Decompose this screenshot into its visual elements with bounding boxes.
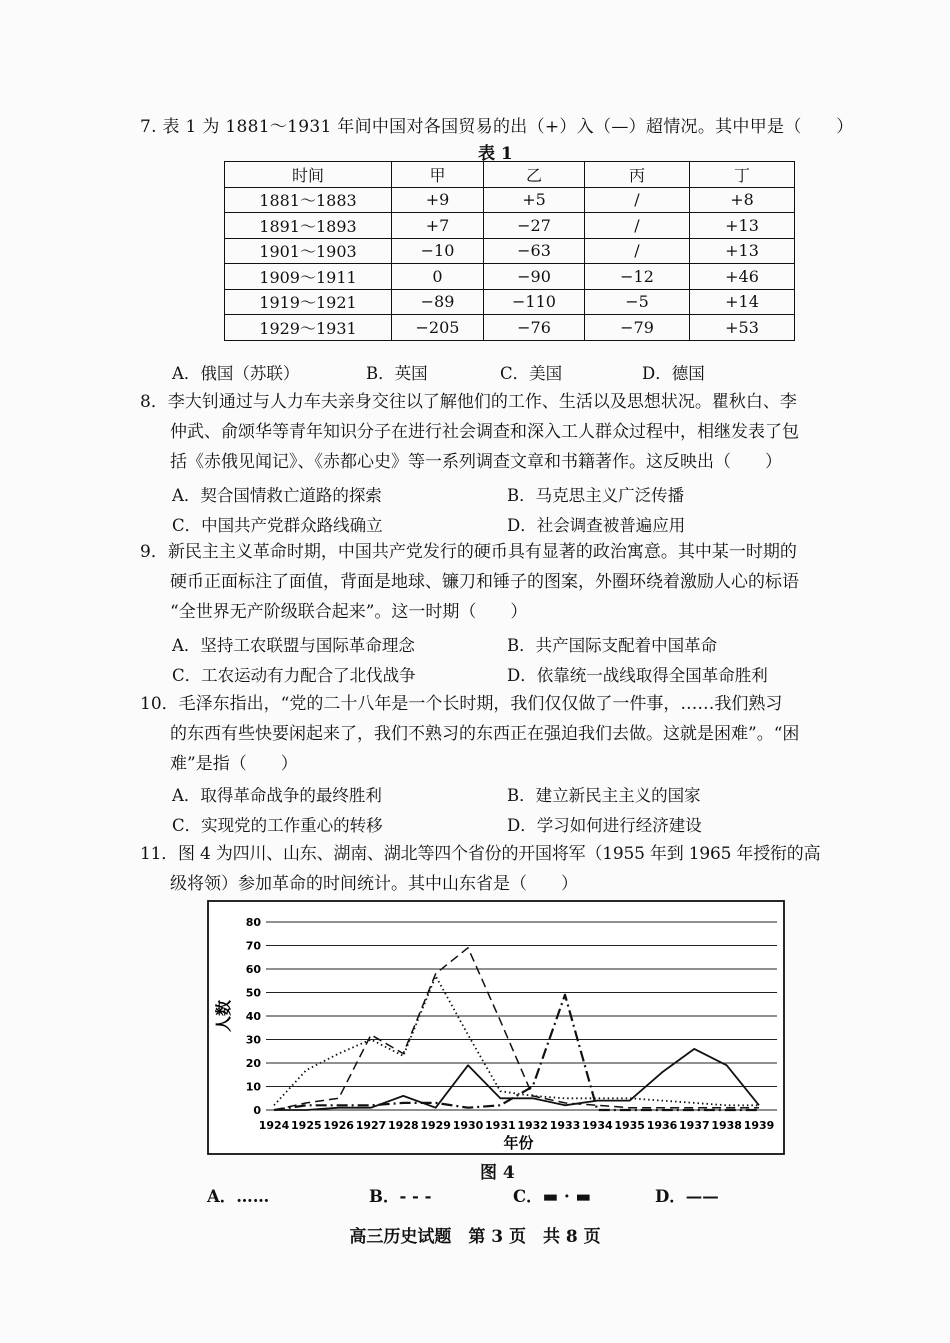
x-tick-label: 1932 xyxy=(517,1119,548,1132)
y-tick-label: 30 xyxy=(245,1033,261,1047)
table-header-cell: 乙 xyxy=(484,162,585,188)
option-d[interactable]: D．德国 xyxy=(642,364,705,383)
table-cell: −5 xyxy=(585,289,690,315)
y-tick-label: 50 xyxy=(245,986,261,1000)
y-tick-label: 20 xyxy=(245,1057,261,1070)
table-cell: 0 xyxy=(392,264,484,290)
table-header-cell: 时间 xyxy=(225,162,392,188)
table-cell: +13 xyxy=(690,238,795,264)
table-row xyxy=(225,289,795,315)
x-tick-label: 1938 xyxy=(711,1119,742,1132)
option-c[interactable]: C．中国共产党群众路线确立 xyxy=(172,516,383,535)
y-tick-label: 10 xyxy=(245,1080,261,1094)
option-d[interactable]: D．—— xyxy=(655,1187,719,1206)
x-tick-label: 1931 xyxy=(485,1119,516,1132)
x-tick-label: 1939 xyxy=(743,1119,775,1132)
option-a[interactable]: A．契合国情救亡道路的探索 xyxy=(172,486,382,505)
option-b[interactable]: B．- - - xyxy=(369,1187,432,1206)
x-tick-label: 1937 xyxy=(679,1119,710,1132)
table-row xyxy=(225,315,795,341)
table-cell: −12 xyxy=(585,264,690,290)
option-c[interactable]: C．美国 xyxy=(500,364,563,383)
table-cell: 1929～1931 xyxy=(225,315,392,341)
question-10-line: 的东西有些快要闲起来了，我们不熟习的东西正在强迫我们去做。这就是困难”。“困 xyxy=(170,724,800,744)
table-row xyxy=(225,213,795,239)
x-tick-label: 1928 xyxy=(388,1119,419,1132)
question-9 xyxy=(140,537,870,627)
table-cell: −10 xyxy=(392,238,484,264)
table-header-cell: 甲 xyxy=(392,162,484,188)
question-11-line: 11．图 4 为四川、山东、湖南、湖北等四个省份的开国将军（1955 年到 1965 年授衔的高 xyxy=(140,844,821,864)
option-b[interactable]: B．英国 xyxy=(366,364,428,383)
option-b[interactable]: B．建立新民主主义的国家 xyxy=(507,786,701,805)
question-8-line: 括《赤俄见闻记》、《赤都心史》等一系列调查文章和书籍著作。这反映出（ ） xyxy=(170,452,782,472)
option-a[interactable]: A．…… xyxy=(207,1187,270,1206)
table-header-row xyxy=(225,162,795,188)
question-10-line: 难”是指（ ） xyxy=(170,754,298,774)
table-cell: −205 xyxy=(392,315,484,341)
x-tick-label: 1927 xyxy=(355,1119,387,1132)
table-cell: / xyxy=(585,213,690,239)
table-cell: +7 xyxy=(392,213,484,239)
option-c[interactable]: C．工农运动有力配合了北伐战争 xyxy=(172,666,416,685)
table-cell: / xyxy=(585,238,690,264)
table-cell: +14 xyxy=(690,289,795,315)
table-cell: 1891～1893 xyxy=(225,213,392,239)
table-cell: +46 xyxy=(690,264,795,290)
question-8-line: 仲武、俞颂华等青年知识分子在进行社会调查和深入工人群众过程中，相继发表了包 xyxy=(170,422,799,442)
question-11 xyxy=(140,839,870,899)
y-tick-label: 0 xyxy=(253,1104,261,1117)
table-cell: 1881～1883 xyxy=(225,187,392,213)
x-tick-label: 1933 xyxy=(549,1119,581,1132)
x-tick-label: 1935 xyxy=(614,1119,645,1132)
x-tick-label: 1926 xyxy=(323,1119,354,1132)
option-a[interactable]: A．俄国（苏联） xyxy=(172,364,300,383)
table-cell: +8 xyxy=(690,187,795,213)
chart-frame xyxy=(208,901,784,1154)
option-a[interactable]: A．取得革命战争的最终胜利 xyxy=(172,786,382,805)
table-cell: −63 xyxy=(484,238,585,264)
table-cell: +9 xyxy=(392,187,484,213)
table-cell: 1901～1903 xyxy=(225,238,392,264)
table-row xyxy=(225,238,795,264)
y-axis-label: 人数 xyxy=(214,999,233,1033)
question-7-stem: 7. 表 1 为 1881～1931 年间中国对各国贸易的出（+）入（—）超情况。其中甲是（ ） xyxy=(140,117,854,137)
option-c[interactable]: C．▬ · ▬ xyxy=(513,1187,592,1206)
question-9-line: 硬币正面标注了面值，背面是地球、镰刀和锤子的图案，外圈环绕着激励人心的标语 xyxy=(170,572,799,592)
x-tick-label: 1925 xyxy=(291,1119,322,1132)
table-row xyxy=(225,264,795,290)
table-cell: +5 xyxy=(484,187,585,213)
table-cell: −79 xyxy=(585,315,690,341)
table-cell: +13 xyxy=(690,213,795,239)
option-c[interactable]: C．实现党的工作重心的转移 xyxy=(172,816,383,835)
y-tick-label: 40 xyxy=(245,1010,261,1023)
x-axis-label: 年份 xyxy=(503,1134,534,1152)
question-9-line: “全世界无产阶级联合起来”。这一时期（ ） xyxy=(170,602,528,622)
option-a[interactable]: A．坚持工农联盟与国际革命理念 xyxy=(172,636,415,655)
trade-table xyxy=(224,161,795,341)
question-7 xyxy=(140,112,870,142)
table-caption: 表 1 xyxy=(478,144,513,164)
x-tick-label: 1924 xyxy=(258,1119,290,1132)
x-tick-label: 1934 xyxy=(582,1119,613,1132)
table-cell: −76 xyxy=(484,315,585,341)
question-10 xyxy=(140,689,870,779)
question-8-line: 8．李大钊通过与人力车夫亲身交往以了解他们的工作、生活以及思想状况。瞿秋白、李 xyxy=(140,392,797,412)
table-cell: −89 xyxy=(392,289,484,315)
x-tick-label: 1929 xyxy=(420,1119,451,1132)
question-11-line: 级将领）参加革命的时间统计。其中山东省是（ ） xyxy=(170,874,578,894)
table-cell: 1919～1921 xyxy=(225,289,392,315)
table-cell: +53 xyxy=(690,315,795,341)
table-cell: −27 xyxy=(484,213,585,239)
y-tick-label: 60 xyxy=(245,963,261,976)
option-d[interactable]: D．社会调查被普遍应用 xyxy=(507,516,686,535)
y-tick-label: 80 xyxy=(245,916,261,929)
table-cell: / xyxy=(585,187,690,213)
option-b[interactable]: B．共产国际支配着中国革命 xyxy=(507,636,718,655)
figure-4-chart xyxy=(207,900,785,1155)
table-row xyxy=(225,187,795,213)
question-8 xyxy=(140,387,870,477)
table-cell: −90 xyxy=(484,264,585,290)
y-tick-label: 70 xyxy=(245,939,261,953)
option-d[interactable]: D．依靠统一战线取得全国革命胜利 xyxy=(507,666,768,685)
option-d[interactable]: D．学习如何进行经济建设 xyxy=(507,816,702,835)
table-header-cell: 丙 xyxy=(585,162,690,188)
question-9-line: 9．新民主主义革命时期，中国共产党发行的硬币具有显著的政治寓意。其中某一时期的 xyxy=(140,542,797,562)
x-tick-label: 1936 xyxy=(646,1119,678,1132)
table-header-cell: 丁 xyxy=(690,162,795,188)
figure-caption: 图 4 xyxy=(480,1163,515,1183)
option-b[interactable]: B．马克思主义广泛传播 xyxy=(507,486,685,505)
x-tick-label: 1930 xyxy=(452,1119,484,1132)
question-10-line: 10．毛泽东指出，“党的二十八年是一个长时期，我们仅仅做了一件事，……我们熟习 xyxy=(140,694,783,714)
table-cell: −110 xyxy=(484,289,585,315)
table-cell: 1909～1911 xyxy=(225,264,392,290)
page-footer: 高三历史试题 第 3 页 共 8 页 xyxy=(349,1227,601,1247)
